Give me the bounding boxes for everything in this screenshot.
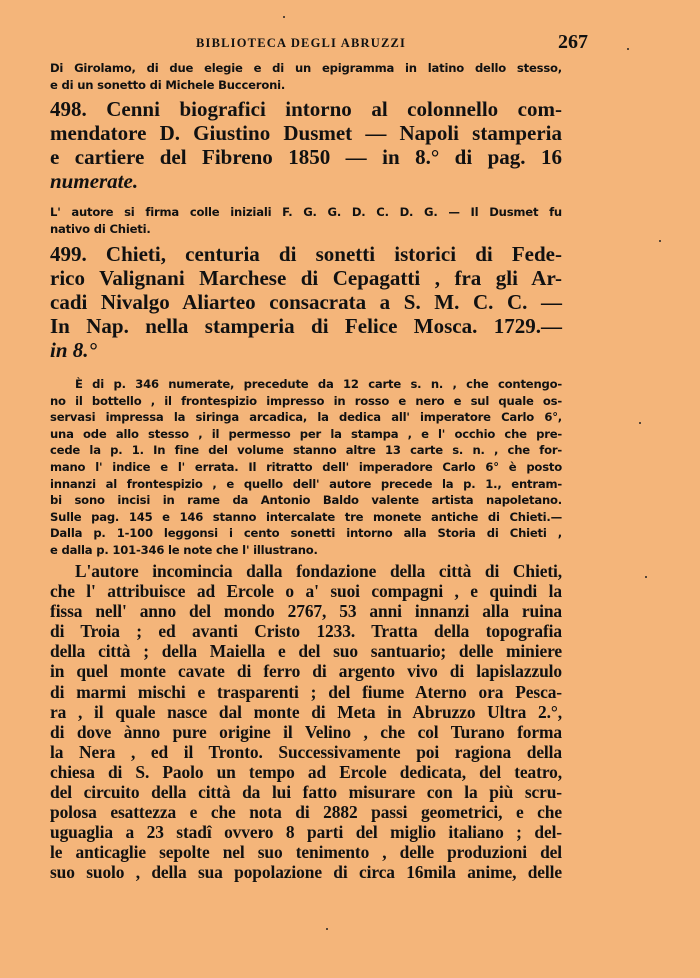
paper-speck [645, 576, 647, 578]
page-number: 267 [558, 31, 588, 53]
running-title: BIBLIOTECA DEGLI ABRUZZI [196, 36, 407, 50]
body-line: suo suolo , della sua popolazione di circa 16mila anime, delle [50, 862, 562, 883]
entry-499-line: rico Valignani Marchese di Cepagatti , fra gli Ar- [50, 266, 562, 290]
body-line: L'autore incomincia dalla fondazione della città di Chieti, [75, 561, 562, 581]
body-line: la Nera , ed il Tronto. Successivamente poi ragiona della [50, 741, 562, 762]
body-line: uguaglia a 23 stadî ovvero 8 parti del miglio italiano ; del- [50, 822, 562, 843]
note-499-line: mano l' indice e l' errata. Il ritratto dell' imperadore Carlo 6° è posto [50, 459, 562, 474]
entry-499-line: In Nap. nella stamperia di Felice Mosca. 1729.— [50, 314, 562, 338]
entry-498-line: numerate. [50, 169, 139, 193]
note-499-line: una ode allo stesso , il permesso per la stampa , e l' occhio che pre- [50, 426, 562, 441]
intro-note-line: e di un sonetto di Michele Bucceroni. [50, 77, 286, 92]
intro-note [50, 60, 562, 93]
intro-note-line: Di Girolamo, di due elegie e di un epigramma in latino dello stesso, [50, 61, 562, 75]
body-paragraph [50, 561, 562, 883]
body-line: di Troia ; ed avanti Cristo 1233. Tratta della topografia [50, 621, 562, 642]
note-499-line: servasi impressa la siringa arcadica, la dedica all' imperatore Carlo 6°, [50, 410, 562, 425]
body-line: che l' attribuisce ad Ercole o a' suoi compagni , e quindi la [50, 581, 562, 602]
paper-speck [283, 16, 285, 18]
note-498-line: nativo di Chieti. [50, 221, 151, 236]
body-line: polosa esattezza e che nota di 2882 passi geometrici, e che [50, 802, 562, 823]
entry-498-line: e cartiere del Fibreno 1850 — in 8.° di pag. 16 [50, 145, 562, 169]
note-499-line: innanzi al frontespizio , e quello dell' autore precede la p. 1., entram- [50, 476, 562, 491]
note-499-line: bi sono incisi in rame da Antonio Baldo valente artista napoletano. [50, 493, 562, 508]
note-498 [50, 204, 562, 237]
entry-498-line: 498. Cenni biografici intorno al colonnello com- [50, 97, 562, 121]
body-line: chiesa di S. Paolo un tempo ad Ercole dedicata, del teatro, [50, 761, 562, 782]
entry-499-line: 499. Chieti, centuria di sonetti istorici di Fede- [50, 242, 562, 266]
note-499-line: Sulle pag. 145 e 146 stanno intercalate tre monete antiche di Chieti.— [50, 509, 562, 524]
body-line: della città ; della Maiella e del suo santuario; delle miniere [50, 641, 562, 662]
paper-speck [639, 422, 641, 424]
body-line: fissa nell' anno del mondo 2767, 53 anni innanzi alla ruina [50, 601, 562, 622]
paper-speck [326, 928, 328, 930]
body-line: del circuito della città da lui fatto misurare con la più scru- [50, 782, 562, 803]
body-line: in quel monte cavate di ferro di argento vivo di lapislazzulo [50, 661, 562, 682]
body-line: ra , il quale nasce dal monte di Meta in Abruzzo Ultra 2.°, [50, 701, 562, 722]
paper-speck [659, 240, 661, 242]
note-499-line: e dalla p. 101-346 le note che l' illustrano. [50, 542, 318, 557]
note-499-line: È di p. 346 numerate, precedute da 12 carte s. n. , che contengo- [75, 377, 562, 391]
note-499-line: no il bottello , il frontespizio impresso in rosso e nero e sul quale os- [50, 393, 562, 408]
paper-speck [627, 48, 629, 50]
note-498-line: L' autore si firma colle iniziali F. G. G. D. C. D. G. — Il Dusmet fu [50, 205, 562, 219]
body-line: di marmi mischi e trasparenti ; del fiume Aterno ora Pesca- [50, 681, 562, 702]
entry-499-line: cadi Nivalgo Aliarteo consacrata a S. M. C. C. — [50, 290, 562, 314]
note-499 [50, 376, 562, 559]
entry-499 [50, 242, 562, 362]
body-line: le anticaglie sepolte nel suo tenimento , delle produzioni del [50, 842, 562, 863]
note-499-line: Dalla p. 1-100 leggonsi i cento sonetti intorno alla Storia di Chieti , [50, 526, 562, 541]
note-499-line: cede la p. 1. In fine del volume stanno altre 13 carte s. n. , che for- [50, 443, 562, 458]
entry-498 [50, 97, 562, 193]
body-line: di dove ànno pure origine il Velino , che col Turano forma [50, 721, 562, 742]
entry-499-line: in 8.° [50, 338, 97, 362]
entry-498-line: mendatore D. Giustino Dusmet — Napoli stamperia [50, 121, 562, 145]
